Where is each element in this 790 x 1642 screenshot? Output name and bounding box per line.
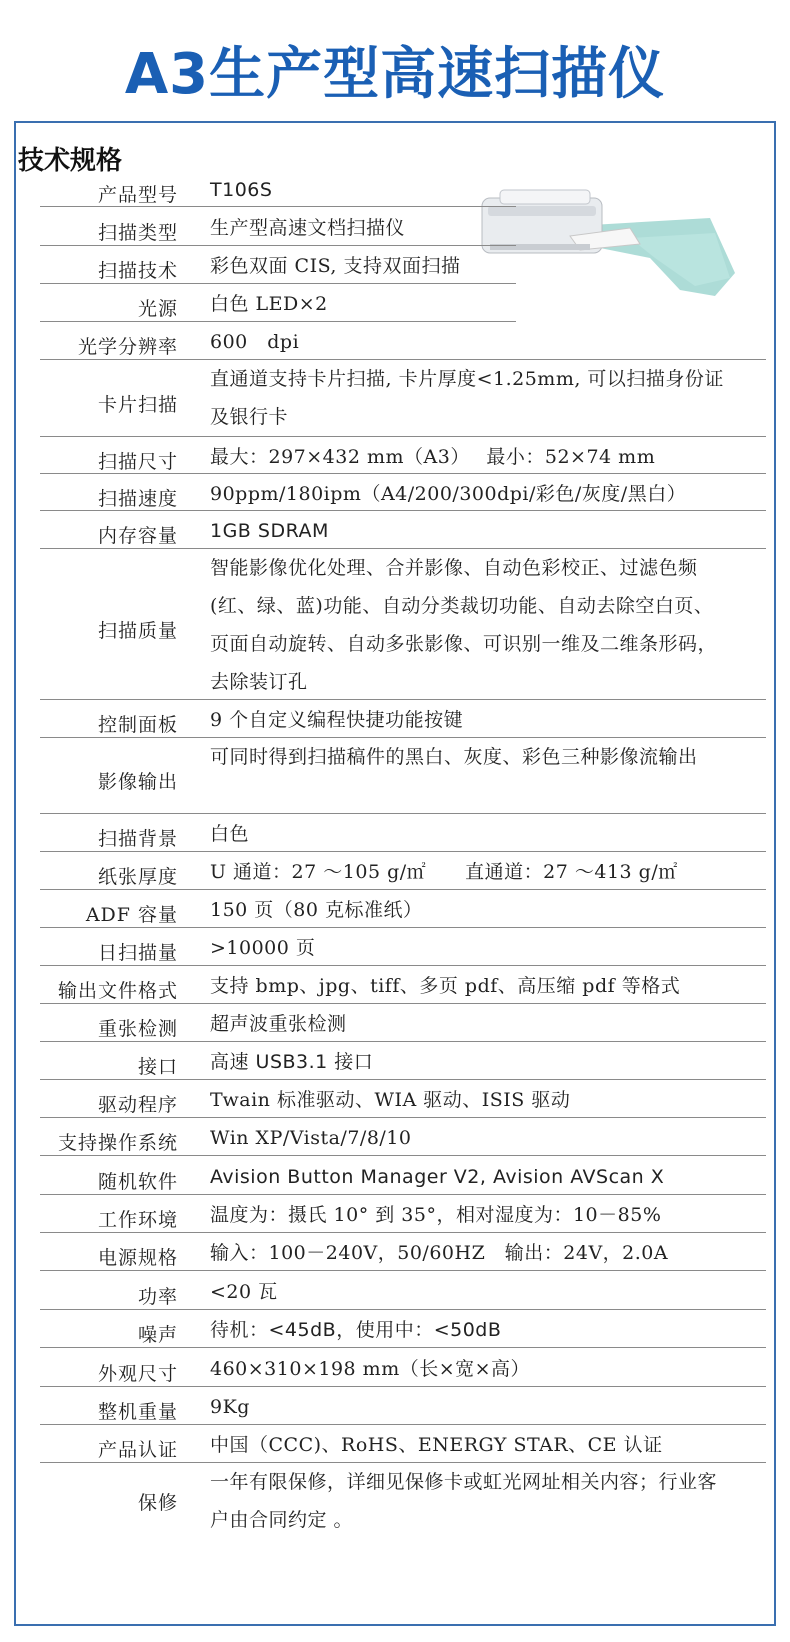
spec-row <box>40 284 766 322</box>
spec-row <box>40 1425 766 1463</box>
spec-value: 150 页（80 克标准纸） <box>210 899 423 921</box>
spec-value: U 通道：27 ～105 g/㎡ 直通道：27 ～413 g/㎡ <box>210 861 678 883</box>
spec-value: 支持 bmp、jpg、tiff、多页 pdf、高压缩 pdf 等格式 <box>210 975 681 997</box>
spec-row <box>40 246 766 284</box>
spec-value: 直通道支持卡片扫描, 卡片厚度<1.25mm, 可以扫描身份证及银行卡 <box>210 368 724 428</box>
spec-row <box>40 700 766 738</box>
spec-row <box>40 814 766 852</box>
spec-value: Win XP/Vista/7/8/10 <box>210 1127 412 1149</box>
spec-row <box>40 511 766 549</box>
spec-label: 卡片扫描 <box>97 393 178 416</box>
spec-row <box>40 360 766 437</box>
spec-value: 待机：<45dB，使用中：<50dB <box>210 1319 502 1341</box>
spec-value: 中国（CCC)、RoHS、ENERGY STAR、CE 认证 <box>210 1434 663 1456</box>
spec-value: 90ppm/180ipm（A4/200/300dpi/彩色/灰度/黑白） <box>210 482 687 505</box>
spec-value: 白色 <box>210 823 250 845</box>
spec-value: 9Kg <box>210 1396 250 1418</box>
spec-row <box>40 474 766 511</box>
spec-value: 输入：100－240V，50/60HZ 输出：24V，2.0A <box>210 1242 669 1264</box>
spec-value: 600 dpi <box>210 331 300 353</box>
spec-label: 光源 <box>137 298 178 320</box>
spec-value: 白色 LED×2 <box>210 293 328 315</box>
spec-row <box>40 928 766 966</box>
spec-label: 光学分辨率 <box>77 336 178 358</box>
spec-row <box>40 207 766 246</box>
page-title: A3生产型高速扫描仪 <box>124 42 666 107</box>
spec-label: 重张检测 <box>97 1018 178 1040</box>
spec-value: <20 瓦 <box>210 1280 278 1303</box>
spec-value: 1GB SDRAM <box>210 520 329 542</box>
spec-label: 外观尺寸 <box>97 1362 178 1385</box>
spec-value: 最大：297×432 mm（A3） 最小：52×74 mm <box>210 445 656 468</box>
spec-value: >10000 页 <box>210 937 316 959</box>
spec-label: 噪声 <box>137 1324 178 1346</box>
spec-row <box>40 966 766 1004</box>
spec-row <box>40 852 766 890</box>
spec-row <box>40 170 766 207</box>
spec-label: 随机软件 <box>97 1170 178 1193</box>
spec-label: 保修 <box>137 1491 178 1514</box>
spec-label: 工作环境 <box>97 1209 178 1231</box>
spec-label: 产品型号 <box>97 183 178 206</box>
spec-row <box>40 1348 766 1387</box>
spec-row <box>40 1387 766 1425</box>
spec-value: 9 个自定义编程快捷功能按键 <box>210 709 464 731</box>
spec-row <box>40 890 766 928</box>
spec-label: 输出文件格式 <box>57 980 178 1002</box>
spec-value: 生产型高速文档扫描仪 <box>210 216 406 239</box>
spec-row <box>40 1310 766 1348</box>
spec-label: 扫描类型 <box>97 221 178 244</box>
spec-row <box>40 738 766 814</box>
spec-row <box>40 1233 766 1271</box>
spec-label: 整机重量 <box>97 1401 178 1423</box>
section-title: 技术规格 <box>18 146 123 176</box>
spec-row <box>40 1118 766 1156</box>
spec-value: 高速 USB3.1 接口 <box>210 1051 374 1073</box>
spec-row <box>40 322 766 360</box>
spec-row <box>40 1042 766 1080</box>
spec-label: 扫描质量 <box>97 619 178 642</box>
spec-label: ADF 容量 <box>85 904 178 926</box>
spec-label: 日扫描量 <box>97 942 178 964</box>
spec-value: T106S <box>210 178 273 201</box>
spec-value: 一年有限保修，详细见保修卡或虹光网址相关内容；行业客户由合同约定 。 <box>210 1471 718 1531</box>
spec-label: 控制面板 <box>97 714 178 736</box>
spec-value: Twain 标准驱动、WIA 驱动、ISIS 驱动 <box>210 1089 571 1111</box>
spec-row <box>40 1271 766 1310</box>
spec-row <box>40 1080 766 1118</box>
spec-value: 智能影像优化处理、合并影像、自动色彩校正、过滤色频(红、绿、蓝)功能、自动分类裁切功能、自动去除空白页、页面自动旋转、自动多张影像、可识别一维及二维条形码，去除装订孔 <box>210 557 718 693</box>
spec-value: 超声波重张检测 <box>210 1013 347 1035</box>
spec-label: 功率 <box>137 1285 178 1308</box>
spec-row <box>40 1463 766 1530</box>
spec-label: 内存容量 <box>97 525 178 547</box>
spec-value: 460×310×198 mm（长×宽×高） <box>210 1357 531 1380</box>
spec-value: 可同时得到扫描稿件的黑白、灰度、彩色三种影像流输出 <box>210 746 698 768</box>
spec-label: 影像输出 <box>97 771 178 793</box>
spec-row <box>40 1195 766 1233</box>
spec-label: 驱动程序 <box>97 1094 178 1116</box>
spec-label: 扫描背景 <box>97 828 178 850</box>
spec-label: 支持操作系统 <box>57 1132 178 1154</box>
spec-label: 纸张厚度 <box>97 866 178 888</box>
spec-value: Avision Button Manager V2, Avision AVScan X <box>210 1165 665 1188</box>
spec-label: 电源规格 <box>97 1247 178 1269</box>
spec-row <box>40 549 766 700</box>
spec-row <box>40 1156 766 1195</box>
spec-value: 彩色双面 CIS, 支持双面扫描 <box>210 255 461 277</box>
spec-label: 产品认证 <box>97 1439 178 1461</box>
spec-value: 温度为：摄氏 10° 到 35°，相对湿度为：10－85% <box>210 1204 662 1226</box>
spec-label: 扫描技术 <box>97 260 178 282</box>
spec-label: 接口 <box>137 1056 178 1078</box>
spec-label: 扫描尺寸 <box>97 450 178 473</box>
spec-row <box>40 437 766 474</box>
spec-label: 扫描速度 <box>97 487 178 510</box>
spec-row <box>40 1004 766 1042</box>
